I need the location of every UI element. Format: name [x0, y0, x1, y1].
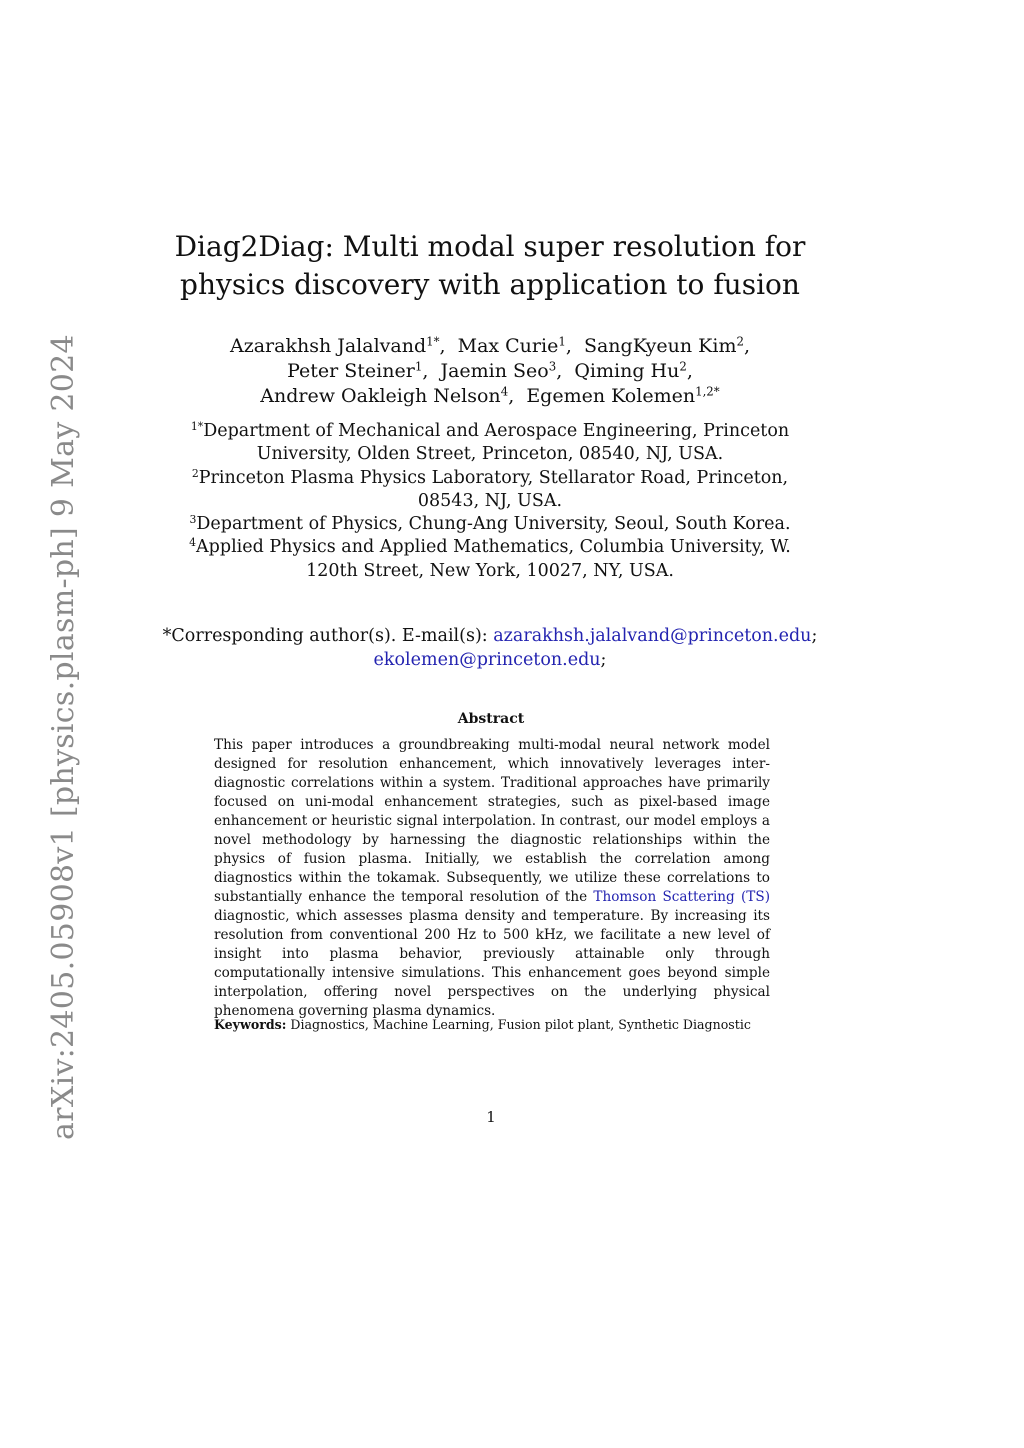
author-name: Andrew Oakleigh Nelson: [260, 385, 501, 407]
affiliation-mark: 4: [189, 536, 197, 550]
keywords-text: Diagnostics, Machine Learning, Fusion pilot plant, Synthetic Diagnostic: [286, 1017, 751, 1032]
author-separator: ,: [686, 360, 693, 382]
author-separator: ,: [556, 360, 575, 382]
author-separator: ,: [743, 335, 751, 357]
affiliation: [185, 467, 795, 514]
corresponding-authors: [150, 624, 830, 672]
thomson-scattering-link[interactable]: Thomson Scattering (TS): [593, 889, 770, 905]
author-name: Max Curie: [457, 335, 559, 357]
abstract-heading: Abstract: [457, 711, 525, 727]
keywords: [214, 1016, 770, 1033]
author-affiliation-mark: 2: [679, 359, 687, 374]
affiliation-text: Applied Physics and Applied Mathematics, Columbia University, W. 120th Street, New York, 10027, NY, USA.: [196, 537, 791, 581]
author-affiliation-mark: 1*: [426, 334, 440, 349]
author-affiliation-mark: 2: [736, 334, 744, 349]
author-separator: ,: [565, 335, 584, 357]
affiliation-mark: 2: [191, 466, 199, 480]
arxiv-identifier-stamp: arXiv:2405.05908v1 [physics.plasm-ph] 9 May 2024: [46, 334, 81, 1140]
keywords-label: Keywords:: [214, 1017, 287, 1032]
author-separator: ,: [508, 385, 527, 407]
abstract-text: This paper introduces a groundbreaking multi-modal neural network model designed for resolution enhancement, which innovatively leverages inter-diagnostic correlations within a system. Traditional approaches have primarily focused on uni-modal enhancement strategies, such as pixel-based image enhancement or heuristic signal interpolation. In contrast, our model employs a novel methodology by harnessing the diagnostic relationships within the physics of fusion plasma. Initially, we establish the correlation among diagnostics within the tokamak. Subsequently, we utilize these correlations to substantially enhance the temporal resolution of the: [214, 737, 770, 905]
affiliation-text: Department of Mechanical and Aerospace Engineering, Princeton University, Olden Street, Princeton, 08540, NJ, USA.: [203, 421, 790, 465]
title-line: physics discovery with application to fusion: [180, 268, 800, 301]
email-separator: ;: [600, 650, 607, 670]
author-name: Egemen Kolemen: [526, 385, 696, 407]
affiliation-text: Department of Physics, Chung-Ang University, Seoul, South Korea.: [196, 514, 791, 535]
email-separator: ;: [811, 626, 818, 646]
author-name: Peter Steiner: [287, 360, 415, 382]
author-list: [150, 334, 830, 409]
abstract-text: diagnostic, which assesses plasma density and temperature. By increasing its resolution from conventional 200 Hz to 500 kHz, we facilitate a new level of insight into plasma behavior, previously attainable only through computationally intensive simulations. This enhancement goes beyond simple interpolation, offering novel perspectives on the underlying physical phenomena governing plasma dynamics.: [214, 908, 770, 1019]
email-link-jalalvand[interactable]: azarakhsh.jalalvand@princeton.edu: [493, 626, 812, 646]
author-row: [150, 334, 830, 359]
author-name: Azarakhsh Jalalvand: [229, 335, 427, 357]
author-row: [150, 359, 830, 384]
affiliation-mark: 1*: [190, 420, 204, 434]
author-separator: ,: [439, 335, 458, 357]
paper-title: [170, 228, 810, 304]
author-separator: ,: [422, 360, 441, 382]
author-row: [150, 384, 830, 409]
affiliation-mark: 3: [189, 513, 197, 527]
corresponding-label: *Corresponding author(s). E-mail(s):: [162, 626, 494, 646]
author-affiliation-mark: 1: [414, 359, 423, 374]
abstract-body: [214, 736, 770, 1021]
affiliation-text: Princeton Plasma Physics Laboratory, Stellarator Road, Princeton, 08543, NJ, USA.: [198, 467, 789, 511]
affiliation: [185, 420, 795, 467]
page-number: 1: [486, 1108, 496, 1126]
author-name: Jaemin Seo: [440, 360, 549, 382]
affiliation: [185, 536, 795, 583]
author-name: SangKyeun Kim: [583, 335, 737, 357]
author-affiliation-mark: 4: [500, 384, 509, 399]
author-affiliation-mark: 1,2*: [695, 384, 720, 399]
author-affiliation-mark: 1: [558, 334, 566, 349]
affiliation-list: [185, 420, 795, 583]
email-link-kolemen[interactable]: ekolemen@princeton.edu: [373, 650, 601, 670]
title-line: Diag2Diag: Multi modal super resolution for: [174, 230, 806, 263]
affiliation: [185, 513, 795, 536]
author-affiliation-mark: 3: [548, 359, 557, 374]
author-name: Qiming Hu: [574, 360, 680, 382]
